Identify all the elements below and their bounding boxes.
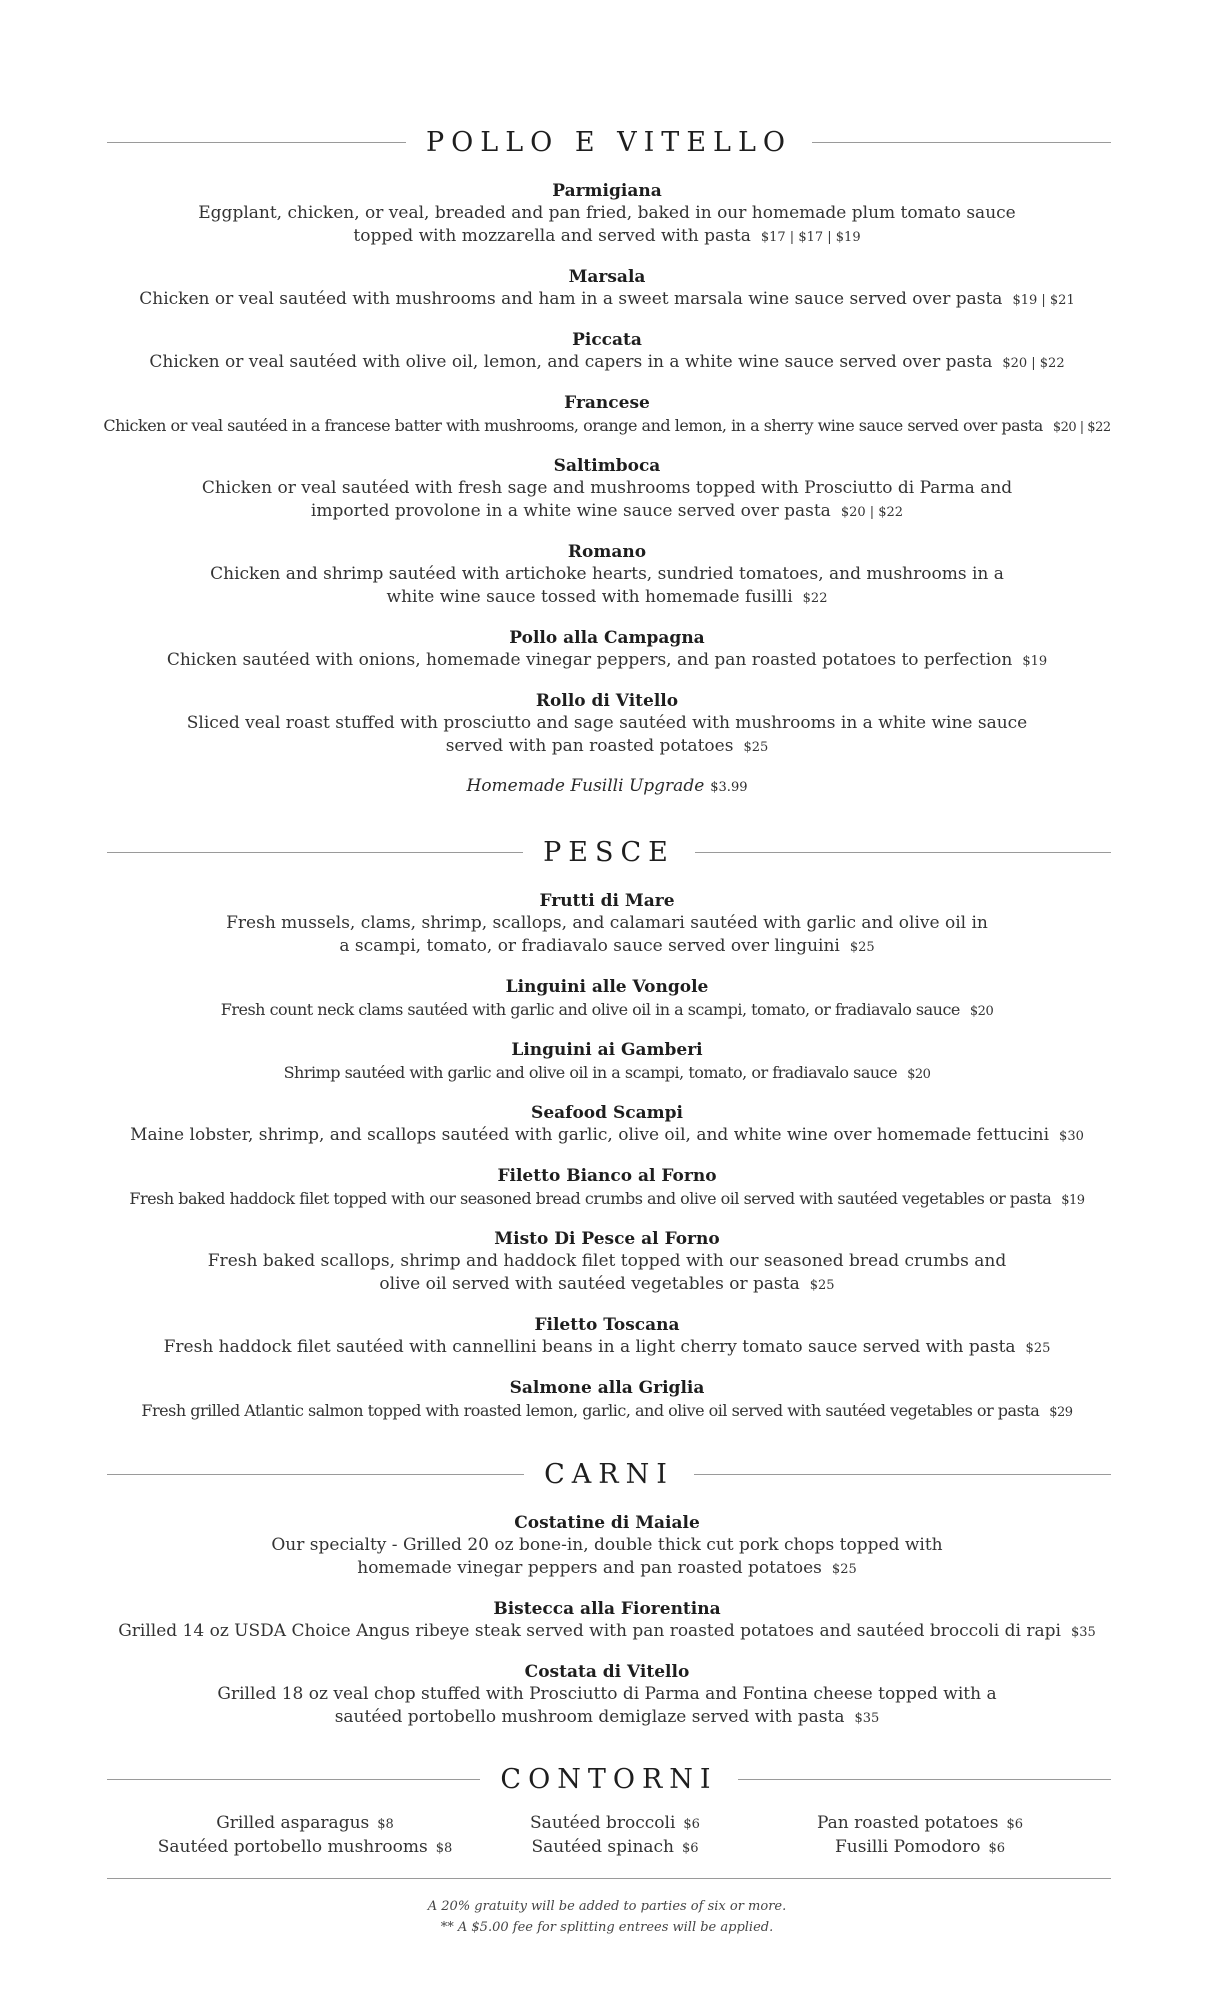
fusilli-upgrade (60, 776, 1154, 796)
menu-item-costata-di-vitello (60, 1661, 1154, 1730)
item-price: $20 | $22 (1052, 420, 1111, 435)
section-title: CONTORNI (500, 1763, 718, 1795)
item-name: Linguini alle Vongole (505, 977, 709, 997)
side-name: Pan roasted potatoes (816, 1813, 999, 1833)
item-price: $20 | $22 (1002, 356, 1065, 371)
sides-column-3 (730, 1812, 1110, 1860)
menu-item-bistecca-alla-fiorentina (60, 1598, 1154, 1644)
item-name: Pollo alla Campagna (509, 628, 705, 648)
item-price: $20 (907, 1067, 931, 1082)
split-fee-note: ** A $5.00 fee for splitting entrees will be applied. (440, 1920, 774, 1935)
section-header-pollo (107, 122, 1111, 162)
item-description: homemade vinegar peppers and pan roasted potatoes (357, 1558, 822, 1578)
item-name: Marsala (568, 267, 646, 287)
section-title: PESCE (543, 836, 675, 868)
item-price: $30 (1059, 1129, 1084, 1144)
side-item (730, 1812, 1110, 1836)
menu-item-seafood-scampi (60, 1102, 1154, 1148)
item-description: sautéed portobello mushroom demiglaze served with pasta (334, 1707, 845, 1727)
section-header-contorni (107, 1759, 1111, 1799)
menu-item-parmigiana (60, 180, 1154, 249)
item-description: Sliced veal roast stuffed with prosciutto and sage sautéed with mushrooms in a white wine sauce (186, 713, 1028, 733)
divider (107, 852, 523, 853)
item-price: $20 (969, 1004, 994, 1019)
item-description: Fresh count neck clams sautéed with garlic and olive oil in a scampi, tomato, or fradiavalo sauce (220, 1000, 960, 1019)
menu-item-filetto-bianco-al-forno (60, 1165, 1154, 1212)
item-description: Our specialty - Grilled 20 oz bone-in, double thick cut pork chops topped with (271, 1535, 943, 1555)
item-name: Filetto Bianco al Forno (497, 1166, 717, 1186)
item-description: Fresh baked scallops, shrimp and haddock filet topped with our seasoned bread crumbs and (207, 1251, 1007, 1271)
menu-item-costatine-di-maiale (60, 1512, 1154, 1581)
item-name: Bistecca alla Fiorentina (493, 1599, 721, 1619)
divider (738, 1779, 1111, 1780)
menu-item-piccata (60, 329, 1154, 375)
menu-item-filetto-toscana (60, 1314, 1154, 1360)
item-description: Shrimp sautéed with garlic and olive oil in a scampi, tomato, or fradiavalo sauce (283, 1063, 898, 1082)
divider (695, 852, 1111, 853)
divider (107, 1474, 524, 1475)
side-price: $6 (1006, 1817, 1024, 1832)
side-price: $8 (377, 1817, 394, 1832)
item-description: served with pan roasted potatoes (445, 736, 734, 756)
menu-item-frutti-di-mare (60, 890, 1154, 959)
item-name: Filetto Toscana (534, 1315, 680, 1335)
item-name: Rollo di Vitello (535, 691, 679, 711)
item-price: $25 (1025, 1341, 1051, 1356)
gratuity-note: A 20% gratuity will be added to parties of six or more. (427, 1899, 787, 1914)
item-name: Linguini ai Gamberi (511, 1040, 703, 1060)
menu-item-rollo-di-vitello (60, 690, 1154, 759)
side-item (730, 1836, 1110, 1860)
item-price: $19 (1022, 654, 1048, 669)
upgrade-label: Homemade Fusilli Upgrade (466, 776, 705, 796)
item-description: imported provolone in a white wine sauce served over pasta (310, 501, 831, 521)
upgrade-price: $3.99 (710, 780, 748, 795)
item-description: Chicken or veal sautéed with mushrooms and ham in a sweet marsala wine sauce served over pasta (139, 289, 1003, 309)
item-name: Misto Di Pesce al Forno (494, 1229, 720, 1249)
item-description: olive oil served with sautéed vegetables or pasta (379, 1274, 800, 1294)
item-name: Frutti di Mare (539, 891, 675, 911)
item-description: Fresh mussels, clams, shrimp, scallops, and calamari sautéed with garlic and olive oil in (226, 913, 988, 933)
item-description: Chicken and shrimp sautéed with artichoke hearts, sundried tomatoes, and mushrooms in a (210, 564, 1004, 584)
item-price: $29 (1049, 1405, 1073, 1420)
item-description: Grilled 18 oz veal chop stuffed with Prosciutto di Parma and Fontina cheese topped with a (217, 1684, 997, 1704)
item-description: topped with mozzarella and served with pasta (353, 226, 751, 246)
menu-item-misto-di-pesce (60, 1228, 1154, 1297)
divider (107, 142, 406, 143)
item-description: Chicken or veal sautéed with fresh sage and mushrooms topped with Prosciutto di Parma and (201, 478, 1013, 498)
side-price: $6 (988, 1841, 1005, 1856)
item-name: Costatine di Maiale (514, 1513, 700, 1533)
item-price: $22 (802, 591, 828, 606)
footer-notes (60, 1896, 1154, 1938)
item-name: Piccata (572, 330, 642, 350)
menu-item-linguini-alle-vongole (60, 976, 1154, 1023)
item-description: Fresh baked haddock filet topped with our seasoned bread crumbs and olive oil served with sautéed vegetables or pasta (129, 1189, 1052, 1208)
item-name: Saltimboca (553, 456, 661, 476)
side-name: Fusilli Pomodoro (835, 1837, 981, 1857)
side-name: Sautéed spinach (531, 1837, 675, 1857)
item-description: Grilled 14 oz USDA Choice Angus ribeye steak served with pan roasted potatoes and sautéed broccoli di rapi (118, 1621, 1061, 1641)
footer-divider (107, 1878, 1111, 1879)
divider (107, 1779, 480, 1780)
item-price: $17 | $17 | $19 (760, 230, 861, 245)
item-description: Fresh haddock filet sautéed with cannellini beans in a light cherry tomato sauce served with pasta (163, 1337, 1016, 1357)
menu-item-linguini-ai-gamberi (60, 1039, 1154, 1086)
item-price: $20 | $22 (840, 505, 904, 520)
item-price: $35 (1070, 1625, 1096, 1640)
item-name: Romano (567, 542, 647, 562)
menu-item-salmone-alla-griglia (60, 1377, 1154, 1424)
menu-item-marsala (60, 266, 1154, 312)
section-header-carni (107, 1454, 1111, 1494)
menu-item-pollo-alla-campagna (60, 627, 1154, 673)
item-description: a scampi, tomato, or fradiavalo sauce served over linguini (339, 936, 840, 956)
side-price: $6 (683, 1817, 700, 1832)
item-name: Parmigiana (552, 181, 662, 201)
item-name: Costata di Vitello (524, 1662, 690, 1682)
item-price: $19 (1061, 1193, 1085, 1208)
item-description: white wine sauce tossed with homemade fusilli (386, 587, 793, 607)
section-header-pesce (107, 832, 1111, 872)
item-price: $25 (743, 740, 769, 755)
item-description: Chicken or veal sautéed with olive oil, lemon, and capers in a white wine sauce served over pasta (149, 352, 993, 372)
item-price: $19 | $21 (1012, 293, 1075, 308)
item-name: Francese (564, 393, 650, 413)
item-description: Eggplant, chicken, or veal, breaded and pan fried, baked in our homemade plum tomato sauce (198, 203, 1016, 223)
section-title: POLLO E VITELLO (425, 126, 793, 158)
side-price: $8 (435, 1841, 453, 1856)
item-name: Seafood Scampi (531, 1103, 683, 1123)
divider (694, 1474, 1111, 1475)
side-name: Sautéed portobello mushrooms (157, 1837, 428, 1857)
item-description: Chicken or veal sautéed in a francese batter with mushrooms, orange and lemon, in a sherry wine sauce served over pasta (103, 416, 1043, 435)
item-description: Chicken sautéed with onions, homemade vinegar peppers, and pan roasted potatoes to perfection (166, 650, 1013, 670)
menu-item-saltimboca (60, 455, 1154, 524)
item-description: Fresh grilled Atlantic salmon topped with roasted lemon, garlic, and olive oil served with sautéed vegetables or pasta (141, 1401, 1040, 1420)
item-price: $25 (849, 940, 875, 955)
section-title: CARNI (544, 1458, 674, 1490)
item-description: Maine lobster, shrimp, and scallops sautéed with garlic, olive oil, and white wine over homemade fettucini (130, 1125, 1050, 1145)
item-name: Salmone alla Griglia (509, 1378, 705, 1398)
item-price: $25 (831, 1562, 857, 1577)
menu-item-francese (60, 392, 1154, 439)
menu-item-romano (60, 541, 1154, 610)
item-price: $25 (809, 1278, 835, 1293)
side-name: Grilled asparagus (216, 1813, 370, 1833)
side-name: Sautéed broccoli (530, 1813, 676, 1833)
side-price: $6 (682, 1841, 699, 1856)
divider (812, 142, 1111, 143)
item-price: $35 (854, 1711, 880, 1726)
